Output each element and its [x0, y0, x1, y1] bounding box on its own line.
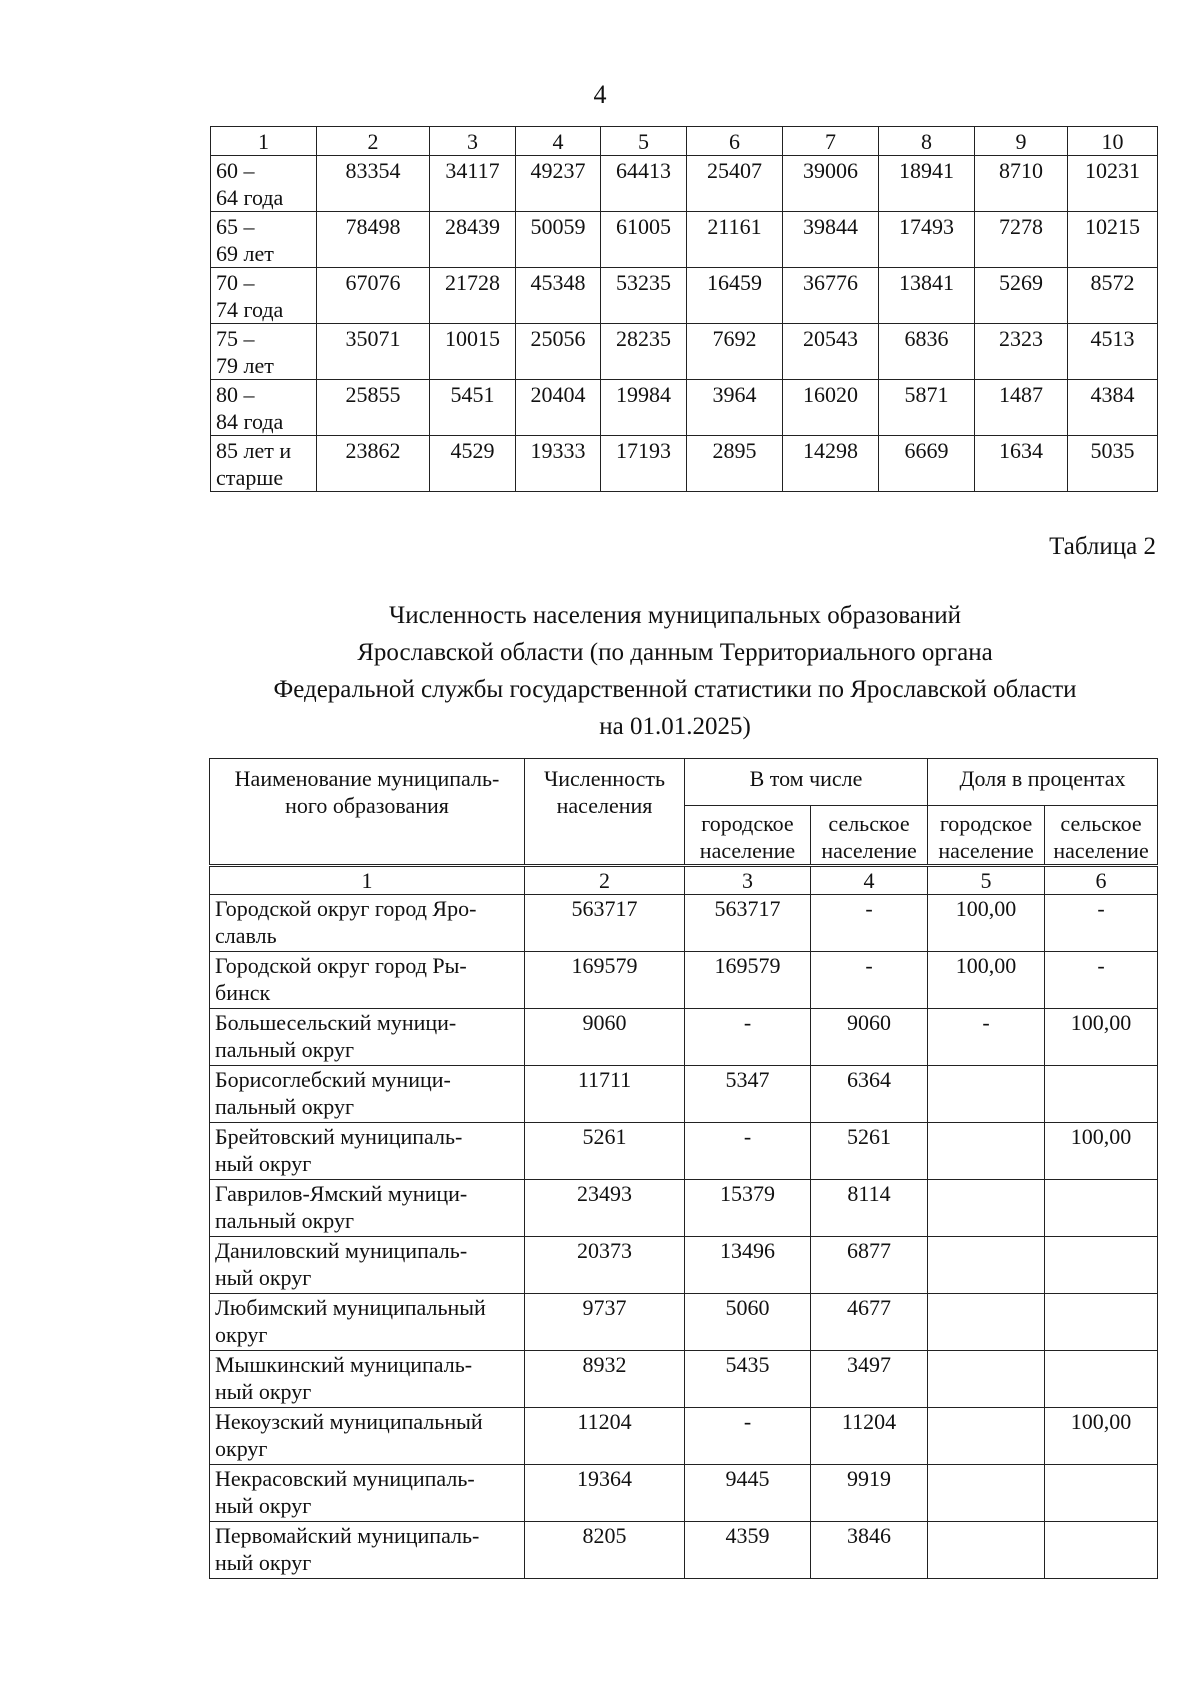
municipality-name-line: Брейтовский муниципаль- — [215, 1124, 463, 1149]
table-cell: 25855 — [317, 380, 430, 436]
column-number: 1 — [210, 867, 525, 895]
municipality-name-line: Городской округ город Ры- — [215, 953, 467, 978]
table-row — [211, 156, 1158, 212]
table-row — [211, 436, 1158, 492]
column-number: 1 — [211, 127, 317, 156]
header-urban-population: городское население — [685, 806, 811, 865]
table-cell: 6836 — [879, 324, 975, 380]
column-number: 8 — [879, 127, 975, 156]
table-row — [211, 324, 1158, 380]
header-population: Численность населения — [525, 759, 685, 865]
table-cell: 6669 — [879, 436, 975, 492]
table-row — [210, 895, 1158, 952]
table-cell: 5269 — [975, 268, 1068, 324]
cell-rural: 5261 — [811, 1123, 928, 1180]
municipality-name-line: бинск — [215, 980, 271, 1005]
cell-share-urban: 100,00 — [928, 895, 1045, 952]
municipality-name-line: пальный округ — [215, 1208, 354, 1233]
age-group-label-line: 75 – — [216, 326, 255, 351]
municipality-name-line: Даниловский муниципаль- — [215, 1238, 468, 1263]
age-group-label-line: 64 года — [216, 185, 284, 210]
cell-share-rural: - — [1045, 895, 1158, 952]
cell-population: 23493 — [525, 1180, 685, 1237]
table-cell: 5035 — [1068, 436, 1158, 492]
column-number: 6 — [1045, 867, 1158, 895]
municipality-name-line: Гаврилов-Ямский муници- — [215, 1181, 468, 1206]
table-cell: 19984 — [601, 380, 687, 436]
table-cell: 2323 — [975, 324, 1068, 380]
table-cell: 49237 — [516, 156, 601, 212]
table-cell: 61005 — [601, 212, 687, 268]
cell-share-rural: 100,00 — [1045, 1123, 1158, 1180]
municipality-name — [210, 1009, 525, 1066]
table-cell: 16459 — [687, 268, 783, 324]
table-cell: 23862 — [317, 436, 430, 492]
cell-urban: 5347 — [685, 1066, 811, 1123]
cell-share-urban — [928, 1066, 1045, 1123]
table-row — [210, 1066, 1158, 1123]
municipality-name-line: Большесельский муници- — [215, 1010, 457, 1035]
cell-rural: 3497 — [811, 1351, 928, 1408]
column-number: 7 — [783, 127, 879, 156]
age-table-column-numbers — [211, 127, 1158, 156]
table-row — [210, 1294, 1158, 1351]
column-number: 3 — [430, 127, 516, 156]
table-cell: 78498 — [317, 212, 430, 268]
table-title-line: Федеральной службы государственной статистики по Ярославской области — [273, 676, 1077, 703]
header-share-percent: Доля в процентах — [928, 759, 1158, 806]
municipal-table-column-numbers — [210, 867, 1158, 895]
cell-urban: 15379 — [685, 1180, 811, 1237]
municipality-name — [210, 1180, 525, 1237]
table-cell: 28439 — [430, 212, 516, 268]
municipality-name — [210, 1408, 525, 1465]
cell-share-rural — [1045, 1294, 1158, 1351]
cell-share-urban — [928, 1351, 1045, 1408]
table-cell: 4384 — [1068, 380, 1158, 436]
municipality-name-line: пальный округ — [215, 1037, 354, 1062]
table-cell: 20543 — [783, 324, 879, 380]
cell-population: 5261 — [525, 1123, 685, 1180]
table-cell: 5871 — [879, 380, 975, 436]
column-number: 5 — [928, 867, 1045, 895]
cell-rural: 6877 — [811, 1237, 928, 1294]
age-group-label-line: 85 лет и — [216, 438, 292, 463]
municipal-table-header — [209, 758, 1158, 865]
age-group-label-line: 80 – — [216, 382, 255, 407]
table-cell: 36776 — [783, 268, 879, 324]
municipality-name — [210, 1351, 525, 1408]
table-row — [210, 1237, 1158, 1294]
table-title-line: на 01.01.2025) — [599, 713, 751, 740]
table-cell: 13841 — [879, 268, 975, 324]
cell-rural: 9060 — [811, 1009, 928, 1066]
table-cell: 4529 — [430, 436, 516, 492]
cell-urban: - — [685, 1123, 811, 1180]
table-cell: 10231 — [1068, 156, 1158, 212]
table-cell: 16020 — [783, 380, 879, 436]
municipal-population-table — [209, 866, 1158, 1579]
municipality-name-line: Первомайский муниципаль- — [215, 1523, 480, 1548]
cell-urban: - — [685, 1009, 811, 1066]
cell-rural: 3846 — [811, 1522, 928, 1579]
table-cell: 35071 — [317, 324, 430, 380]
municipality-name-line: ный округ — [215, 1265, 312, 1290]
age-group-label — [211, 436, 317, 492]
cell-rural: - — [811, 952, 928, 1009]
municipality-name-line: Борисоглебский муници- — [215, 1067, 451, 1092]
cell-rural: 4677 — [811, 1294, 928, 1351]
cell-share-urban — [928, 1465, 1045, 1522]
age-group-label-line: 74 года — [216, 297, 284, 322]
table-row — [210, 1465, 1158, 1522]
table-cell: 67076 — [317, 268, 430, 324]
cell-share-urban — [928, 1294, 1045, 1351]
cell-share-urban: - — [928, 1009, 1045, 1066]
table-cell: 7278 — [975, 212, 1068, 268]
cell-population: 11204 — [525, 1408, 685, 1465]
table-row — [210, 1009, 1158, 1066]
municipality-name-line: округ — [215, 1436, 268, 1461]
table-cell: 21161 — [687, 212, 783, 268]
municipality-name — [210, 1066, 525, 1123]
column-number: 10 — [1068, 127, 1158, 156]
age-group-label — [211, 212, 317, 268]
column-number: 4 — [811, 867, 928, 895]
table-cell: 28235 — [601, 324, 687, 380]
table-row — [210, 1351, 1158, 1408]
table-row — [210, 1522, 1158, 1579]
table-cell: 50059 — [516, 212, 601, 268]
column-number: 9 — [975, 127, 1068, 156]
column-number: 2 — [317, 127, 430, 156]
table-cell: 10015 — [430, 324, 516, 380]
cell-share-urban — [928, 1123, 1045, 1180]
municipality-name-line: пальный округ — [215, 1094, 354, 1119]
cell-urban: 169579 — [685, 952, 811, 1009]
table-row — [211, 212, 1158, 268]
cell-urban: 563717 — [685, 895, 811, 952]
table-cell: 14298 — [783, 436, 879, 492]
cell-share-rural: 100,00 — [1045, 1408, 1158, 1465]
table-cell: 7692 — [687, 324, 783, 380]
cell-share-urban — [928, 1408, 1045, 1465]
column-number: 6 — [687, 127, 783, 156]
table-cell: 25056 — [516, 324, 601, 380]
table-cell: 34117 — [430, 156, 516, 212]
cell-share-rural: 100,00 — [1045, 1009, 1158, 1066]
column-number: 4 — [516, 127, 601, 156]
table-row — [210, 1123, 1158, 1180]
table-row — [210, 1408, 1158, 1465]
age-group-label-line: 79 лет — [216, 353, 274, 378]
age-group-label-line: старше — [216, 465, 284, 490]
table-cell: 19333 — [516, 436, 601, 492]
cell-share-rural — [1045, 1180, 1158, 1237]
cell-share-rural — [1045, 1522, 1158, 1579]
age-group-label — [211, 380, 317, 436]
cell-population: 11711 — [525, 1066, 685, 1123]
cell-population: 563717 — [525, 895, 685, 952]
municipality-name-line: ный округ — [215, 1550, 312, 1575]
cell-rural: - — [811, 895, 928, 952]
table-cell: 8572 — [1068, 268, 1158, 324]
table-cell: 20404 — [516, 380, 601, 436]
cell-rural: 11204 — [811, 1408, 928, 1465]
column-number: 2 — [525, 867, 685, 895]
page-number: 4 — [593, 80, 607, 109]
table-title-line: Ярославской области (по данным Территориального органа — [357, 639, 993, 666]
cell-share-urban — [928, 1522, 1045, 1579]
municipality-name — [210, 1294, 525, 1351]
cell-population: 9060 — [525, 1009, 685, 1066]
table-cell: 45348 — [516, 268, 601, 324]
cell-population: 9737 — [525, 1294, 685, 1351]
table-row — [210, 952, 1158, 1009]
table-cell: 1487 — [975, 380, 1068, 436]
municipality-name-line: Некрасовский муниципаль- — [215, 1466, 475, 1491]
table-cell: 2895 — [687, 436, 783, 492]
header-municipality-name: Наименование муниципаль- ного образования — [210, 759, 525, 865]
cell-share-urban: 100,00 — [928, 952, 1045, 1009]
cell-share-rural — [1045, 1237, 1158, 1294]
municipality-name-line: округ — [215, 1322, 268, 1347]
age-group-label-line: 70 – — [216, 270, 255, 295]
table-cell: 64413 — [601, 156, 687, 212]
header-including: В том числе — [685, 759, 928, 806]
age-distribution-table — [210, 126, 1158, 492]
column-number: 3 — [685, 867, 811, 895]
table-cell: 39006 — [783, 156, 879, 212]
cell-share-rural — [1045, 1066, 1158, 1123]
table-cell: 21728 — [430, 268, 516, 324]
cell-rural: 8114 — [811, 1180, 928, 1237]
table-cell: 83354 — [317, 156, 430, 212]
table-row — [211, 268, 1158, 324]
cell-population: 19364 — [525, 1465, 685, 1522]
cell-population: 20373 — [525, 1237, 685, 1294]
table-cell: 3964 — [687, 380, 783, 436]
table-cell: 25407 — [687, 156, 783, 212]
table-cell: 17193 — [601, 436, 687, 492]
cell-share-urban — [928, 1237, 1045, 1294]
municipality-name — [210, 1237, 525, 1294]
cell-urban: 5060 — [685, 1294, 811, 1351]
table-cell: 1634 — [975, 436, 1068, 492]
age-group-label-line: 60 – — [216, 158, 255, 183]
municipality-name — [210, 1522, 525, 1579]
age-group-label — [211, 156, 317, 212]
cell-rural: 9919 — [811, 1465, 928, 1522]
municipality-name-line: Городской округ город Яро- — [215, 896, 477, 921]
table-cell: 5451 — [430, 380, 516, 436]
age-group-label — [211, 324, 317, 380]
municipality-name-line: Любимский муниципальный — [215, 1295, 486, 1320]
header-share-urban: городское население — [928, 806, 1045, 865]
cell-urban: - — [685, 1408, 811, 1465]
column-number: 5 — [601, 127, 687, 156]
cell-share-rural — [1045, 1465, 1158, 1522]
age-group-label-line: 65 – — [216, 214, 255, 239]
cell-urban: 9445 — [685, 1465, 811, 1522]
municipality-name-line: ный округ — [215, 1151, 312, 1176]
municipality-name — [210, 1465, 525, 1522]
municipality-name-line: Некоузский муниципальный — [215, 1409, 483, 1434]
table-cell: 39844 — [783, 212, 879, 268]
table-cell: 8710 — [975, 156, 1068, 212]
cell-share-rural: - — [1045, 952, 1158, 1009]
table-title — [170, 597, 1180, 745]
age-group-label-line: 84 года — [216, 409, 284, 434]
municipality-name-line: Мышкинский муниципаль- — [215, 1352, 473, 1377]
age-group-label — [211, 268, 317, 324]
cell-population: 8932 — [525, 1351, 685, 1408]
municipality-name-line: ный округ — [215, 1379, 312, 1404]
table-cell: 10215 — [1068, 212, 1158, 268]
table-title-line: Численность населения муниципальных образований — [389, 602, 961, 629]
cell-share-rural — [1045, 1351, 1158, 1408]
cell-population: 169579 — [525, 952, 685, 1009]
cell-urban: 5435 — [685, 1351, 811, 1408]
municipality-name-line: ный округ — [215, 1493, 312, 1518]
municipality-name — [210, 895, 525, 952]
cell-rural: 6364 — [811, 1066, 928, 1123]
cell-urban: 4359 — [685, 1522, 811, 1579]
table-cell: 4513 — [1068, 324, 1158, 380]
table-row — [211, 380, 1158, 436]
table-caption: Таблица 2 — [1049, 533, 1156, 560]
cell-urban: 13496 — [685, 1237, 811, 1294]
cell-share-urban — [928, 1180, 1045, 1237]
age-group-label-line: 69 лет — [216, 241, 274, 266]
table-row — [210, 1180, 1158, 1237]
table-cell: 18941 — [879, 156, 975, 212]
header-share-rural: сельское население — [1045, 806, 1158, 865]
cell-population: 8205 — [525, 1522, 685, 1579]
municipality-name — [210, 952, 525, 1009]
municipality-name — [210, 1123, 525, 1180]
header-rural-population: сельское население — [811, 806, 928, 865]
municipality-name-line: славль — [215, 923, 277, 948]
table-cell: 17493 — [879, 212, 975, 268]
table-cell: 53235 — [601, 268, 687, 324]
